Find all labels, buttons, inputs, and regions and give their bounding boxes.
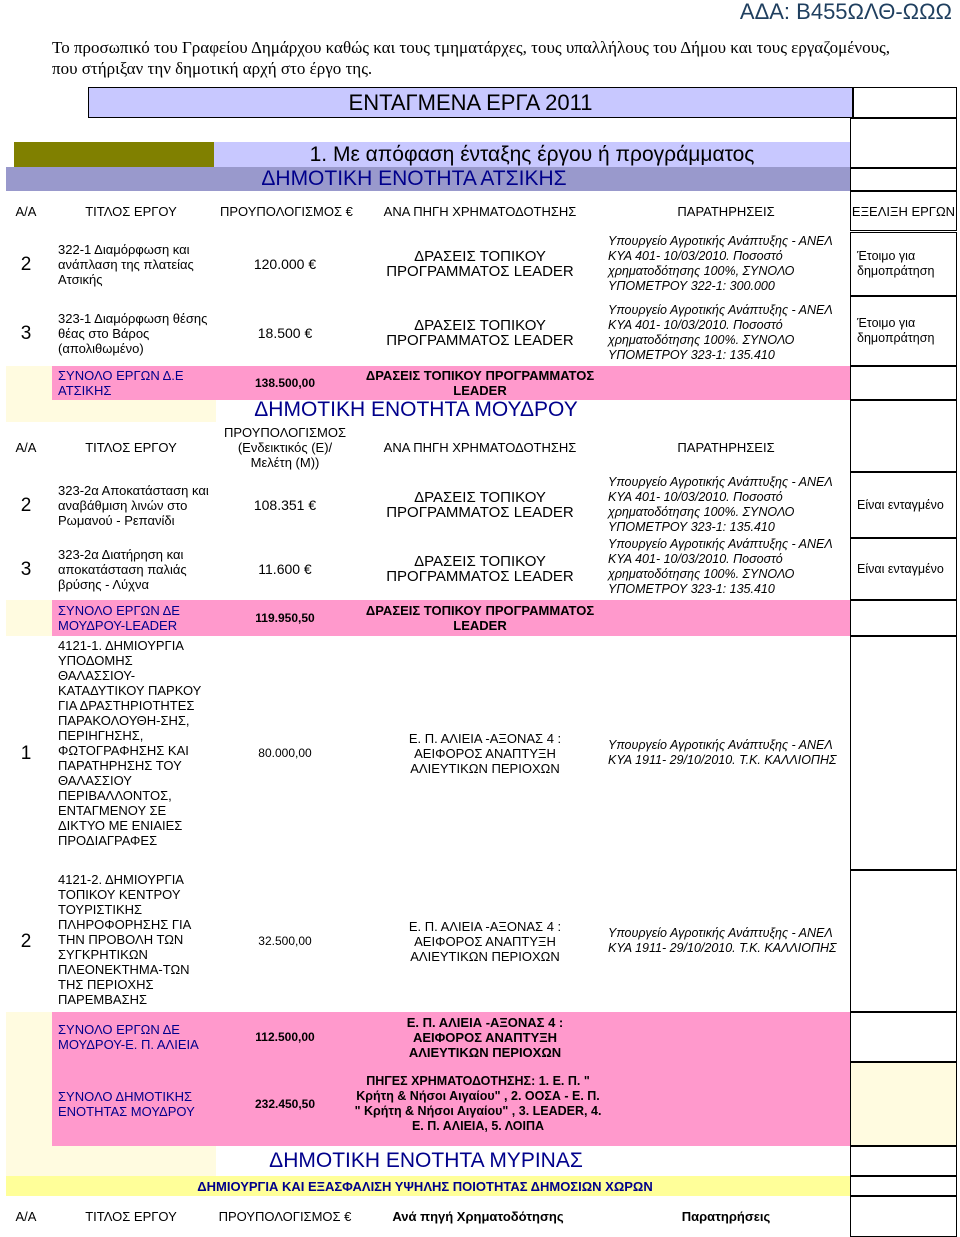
empty-cell: [850, 366, 957, 400]
empty-cell: [850, 1012, 957, 1062]
moudros-leader-total-budget: 119.950,50: [216, 600, 354, 636]
header-source: ΑΝΑ ΠΗΓΗ ΧΡΗΜΑΤΟΔΟΤΗΣΗΣ: [383, 439, 577, 455]
row-source: ΔΡΑΣΕΙΣ ΤΟΠΙΚΟΥ ΠΡΟΓΡΑΜΜΑΤΟΣ LEADER: [386, 489, 574, 521]
atsiki-total-title: ΣΥΝΟΛΟ ΕΡΓΩΝ Δ.Ε ΑΤΣΙΚΗΣ: [52, 366, 216, 400]
row-source: Ε. Π. ΑΛΙΕΙΑ -ΑΞΟΝΑΣ 4 : ΑΕΙΦΟΡΟΣ ΑΝΑΠΤΥΞΗ ΑΛΙΕΥΤΙΚΩΝ ΠΕΡΙΟΧΩΝ: [408, 730, 562, 776]
row-budget: 32.500,00: [258, 933, 312, 948]
empty-cell: [850, 1146, 957, 1176]
row-progress: Είναι ενταγμένο: [850, 538, 957, 600]
filler: [6, 400, 216, 422]
header-title: ΤΙΤΛΟΣ ΕΡΓΟΥ: [85, 1209, 177, 1224]
row-progress: Είναι ενταγμένο: [850, 472, 957, 538]
empty-cell: [850, 400, 957, 472]
atsiki-total-budget: 138.500,00: [216, 366, 354, 400]
row-title: 4121-1. ΔΗΜΙΟΥΡΓΙΑ ΥΠΟΔΟΜΗΣ ΘΑΛΑΣΣΙΟΥ-ΚΑΤΑΔΥΤΙΚΟΥ ΠΑΡΚΟΥ ΓΙΑ ΔΡΑΣΤΗΡΙΟΤΗΤΕΣ ΠΑΡΑΚΟΛΟΥΘΗ-ΣΗΣ, ΠΕΡΙΗΓΗΣΗΣ, ΦΩΤΟΓΡΑΦΗΣΗΣ ΚΑΙ ΠΑΡΑΤΗΡΗΣΗΣ ΤΟΥ ΘΑΛΑΣΣΙΟΥ ΠΕΡΙΒΑΛΛΟΝΤΟΣ, ΕΝΤΑΓΜΕΝΟΥ ΣΕ ΔΙΚΤΥΟ ΜΕ ΕΝΙΑΙΕΣ ΠΡΟΔΙΑΓΡΑΦΕΣ: [58, 638, 202, 848]
filler: [602, 366, 850, 400]
row-title: 323-2α Αποκατάσταση και αναβάθμιση λινών στο Ρωμανού - Ρεπανίδι: [58, 482, 209, 528]
filler: [6, 1062, 52, 1146]
header-budget: ΠΡΟΥΠΟΛΟΓΙΣΜΟΣ €: [218, 1209, 352, 1224]
filler: [602, 600, 850, 636]
header-progress: ΕΞΕΛΙΞΗ ΕΡΓΩΝ: [850, 191, 957, 231]
row-aa: 3: [20, 558, 32, 580]
row-progress: Έτοιμο για δημοπράτηση: [850, 232, 957, 296]
header-notes: Παρατηρήσεις: [681, 1209, 771, 1224]
row-notes: Υπουργείο Αγροτικής Ανάπτυξης - ΑΝΕΛ ΚΥΑ 401- 10/03/2010. Ποσοστό χρηματοδότησης 100%. ΣΥΝΟΛΟ ΥΠΟΜΕΤΡΟΥ 323-1: 135.410: [608, 475, 833, 534]
empty-cell: [850, 118, 957, 168]
header-aa: Α/Α: [15, 203, 37, 219]
row-notes: Υπουργείο Αγροτικής Ανάπτυξης - ΑΝΕΛ ΚΥΑ 401- 10/03/2010. Ποσοστό χρηματοδότησης 100%. ΣΥΝΟΛΟ ΥΠΟΜΕΤΡΟΥ 323-1: 135.410: [608, 303, 833, 362]
filler: [580, 1012, 850, 1062]
header-title: ΤΙΤΛΟΣ ΕΡΓΟΥ: [85, 203, 177, 219]
empty-cell: [850, 870, 957, 1012]
moudros-leader-total-source: ΔΡΑΣΕΙΣ ΤΟΠΙΚΟΥ ΠΡΟΓΡΑΜΜΑΤΟΣ LEADER: [354, 600, 606, 636]
filler: [6, 366, 52, 400]
row-progress: Έτοιμο για δημοπράτηση: [850, 296, 957, 366]
myrina-subtitle: ΔΗΜΙΟΥΡΓΙΑ ΚΑΙ ΕΞΑΣΦΑΛΙΣΗ ΥΨΗΛΗΣ ΠΟΙΟΤΗΤΑΣ ΔΗΜΟΣΙΩΝ ΧΩΡΩΝ: [197, 1178, 653, 1194]
empty-cell: [850, 636, 957, 870]
document-code: ΑΔΑ: Β455ΩΛΘ-ΩΩΩ: [739, 0, 952, 24]
moudros-total-budget: 232.450,50: [216, 1062, 354, 1146]
row-title: 323-2α Διατήρηση και αποκατάσταση παλιάς βρύσης - Λύχνα: [58, 546, 187, 592]
olive-band: [14, 142, 214, 167]
empty-cell: [853, 87, 957, 118]
row-budget: 11.600 €: [258, 560, 312, 577]
moudros-total-title: ΣΥΝΟΛΟ ΔΗΜΟΤΙΚΗΣ ΕΝΟΤΗΤΑΣ ΜΟΥΔΡΟΥ: [52, 1062, 216, 1146]
empty-cell: [850, 1176, 957, 1196]
filler: [6, 600, 52, 636]
row-budget: 80.000,00: [258, 745, 312, 760]
alieia-total-title: ΣΥΝΟΛΟ ΕΡΓΩΝ ΔΕ ΜΟΥΔΡΟΥ-Ε. Π. ΑΛΙΕΙΑ: [52, 1012, 216, 1062]
row-notes: Υπουργείο Αγροτικής Ανάπτυξης - ΑΝΕΛ ΚΥΑ 1911- 29/10/2010. Τ.Κ. ΚΑΛΛΙΟΠΗΣ: [608, 926, 837, 955]
row-title: 4121-2. ΔΗΜΙΟΥΡΓΙΑ ΤΟΠΙΚΟΥ ΚΕΝΤΡΟΥ ΤΟΥΡΙΣΤΙΚΗΣ ΠΛΗΡΟΦΟΡΗΣΗΣ ΓΙΑ ΤΗΝ ΠΡΟΒΟΛΗ ΤΩΝ ΣΥΓΚΡΗΤΙΚΩΝ ΠΛΕΟΝΕΚΤΗΜΑ-ΤΩΝ ΤΗΣ ΠΕΡΙΟΧΗΣ ΠΑΡΕΜΒΑΣΗΣ: [58, 872, 191, 1007]
empty-cell: [850, 168, 957, 191]
empty-cell: [850, 1196, 957, 1237]
filler: [354, 1012, 390, 1062]
atsiki-total-source: ΔΡΑΣΕΙΣ ΤΟΠΙΚΟΥ ΠΡΟΓΡΑΜΜΑΤΟΣ LEADER: [354, 366, 606, 400]
header-budget: ΠΡΟΥΠΟΛΟΓΙΣΜΟΣ (Ενδεικτικός (Ε)/ Μελέτη (Μ)): [224, 424, 346, 470]
header-notes: ΠΑΡΑΤΗΡΗΣΕΙΣ: [677, 203, 775, 219]
row-aa: 2: [20, 494, 32, 516]
row-notes: Υπουργείο Αγροτικής Ανάπτυξης - ΑΝΕΛ ΚΥΑ 401- 10/03/2010. Ποσοστό χρηματοδότησης 100%, ΣΥΝΟΛΟ ΥΠΟΜΕΤΡΟΥ 322-1: 300.000: [608, 234, 833, 293]
row-aa: 1: [20, 742, 32, 764]
header-notes: ΠΑΡΑΤΗΡΗΣΕΙΣ: [677, 439, 775, 455]
alieia-total-source: Ε. Π. ΑΛΙΕΙΑ -ΑΞΟΝΑΣ 4 : ΑΕΙΦΟΡΟΣ ΑΝΑΠΤΥΞΗ ΑΛΙΕΥΤΙΚΩΝ ΠΕΡΙΟΧΩΝ: [390, 1012, 580, 1062]
moudros-leader-total-title: ΣΥΝΟΛΟ ΕΡΓΩΝ ΔΕ ΜΟΥΔΡΟΥ-LEADER: [52, 600, 216, 636]
row-source: Ε. Π. ΑΛΙΕΙΑ -ΑΞΟΝΑΣ 4 : ΑΕΙΦΟΡΟΣ ΑΝΑΠΤΥΞΗ ΑΛΙΕΥΤΙΚΩΝ ΠΕΡΙΟΧΩΝ: [408, 918, 562, 964]
unit-moudros-title: ΔΗΜΟΤΙΚΗ ΕΝΟΤΗΤΑ ΜΟΥΔΡΟΥ: [254, 398, 578, 421]
row-budget: 120.000 €: [253, 255, 317, 272]
filler: [6, 1012, 52, 1062]
header-title: ΤΙΤΛΟΣ ΕΡΓΟΥ: [85, 439, 177, 455]
row-source: ΔΡΑΣΕΙΣ ΤΟΠΙΚΟΥ ΠΡΟΓΡΑΜΜΑΤΟΣ LEADER: [386, 553, 574, 585]
empty-cell: [850, 1062, 957, 1146]
row-title: 323-1 Διαμόρφωση θέσης θέας στο Βάρος (απολιθωμένο): [58, 310, 208, 356]
moudros-total-source: ΠΗΓΕΣ ΧΡΗΜΑΤΟΔΟΤΗΣΗΣ: 1. Ε. Π. " Κρήτη & Νήσοι Αιγαίου" , 2. ΟΟΣΑ - Ε. Π. " Κρήτη & Νήσοι Αιγαίου" , 3. LEADER, 4. Ε. Π. ΑΛΙΕΙΑ, 5. ΛΟΙΠΑ: [354, 1062, 602, 1146]
row-notes: Υπουργείο Αγροτικής Ανάπτυξης - ΑΝΕΛ ΚΥΑ 1911- 29/10/2010. Τ.Κ. ΚΑΛΛΙΟΠΗΣ: [608, 738, 837, 767]
row-aa: 2: [20, 930, 32, 952]
page-title: ΕΝΤΑΓΜΕΝΑ ΕΡΓΑ 2011: [88, 87, 853, 118]
category-title: 1. Με απόφαση ένταξης έργου ή προγράμματος: [214, 142, 850, 167]
header-aa: Α/Α: [15, 439, 37, 455]
header-source: ΑΝΑ ΠΗΓΗ ΧΡΗΜΑΤΟΔΟΤΗΣΗΣ: [383, 203, 577, 219]
header-budget: ΠΡΟΥΠΟΛΟΓΙΣΜΟΣ €: [220, 203, 353, 219]
row-budget: 18.500 €: [257, 324, 313, 341]
empty-cell: [850, 600, 957, 636]
row-budget: 108.351 €: [253, 496, 317, 513]
row-source: ΔΡΑΣΕΙΣ ΤΟΠΙΚΟΥ ΠΡΟΓΡΑΜΜΑΤΟΣ LEADER: [386, 317, 574, 349]
row-notes: Υπουργείο Αγροτικής Ανάπτυξης - ΑΝΕΛ ΚΥΑ 401- 10/03/2010. Ποσοστό χρηματοδότησης 100%. ΣΥΝΟΛΟ ΥΠΟΜΕΤΡΟΥ 323-1: 135.410: [608, 537, 833, 596]
alieia-total-budget: 112.500,00: [216, 1012, 354, 1062]
row-title: 322-1 Διαμόρφωση και ανάπλαση της πλατείας Ατσικής: [58, 241, 194, 287]
unit-myrina-title: ΔΗΜΟΤΙΚΗ ΕΝΟΤΗΤΑ ΜΥΡΙΝΑΣ: [269, 1149, 583, 1172]
unit-atsiki-title: ΔΗΜΟΤΙΚΗ ΕΝΟΤΗΤΑ ΑΤΣΙΚΗΣ: [261, 167, 567, 190]
row-aa: 2: [20, 253, 32, 275]
intro-text: Το προσωπικό του Γραφείου Δημάρχου καθώς και τους τμηματάρχες, τους υπαλλήλους του Δήμου και τους εργαζομένους, που στήριξαν την δημοτική αρχή στο έργο της.: [52, 38, 890, 78]
row-source: ΔΡΑΣΕΙΣ ΤΟΠΙΚΟΥ ΠΡΟΓΡΑΜΜΑΤΟΣ LEADER: [386, 248, 574, 280]
header-source: Ανά πηγή Χρηματοδότησης: [392, 1209, 564, 1224]
filler: [602, 1062, 850, 1146]
row-aa: 3: [20, 322, 32, 344]
filler: [6, 1146, 216, 1176]
header-aa: Α/Α: [15, 1209, 37, 1224]
